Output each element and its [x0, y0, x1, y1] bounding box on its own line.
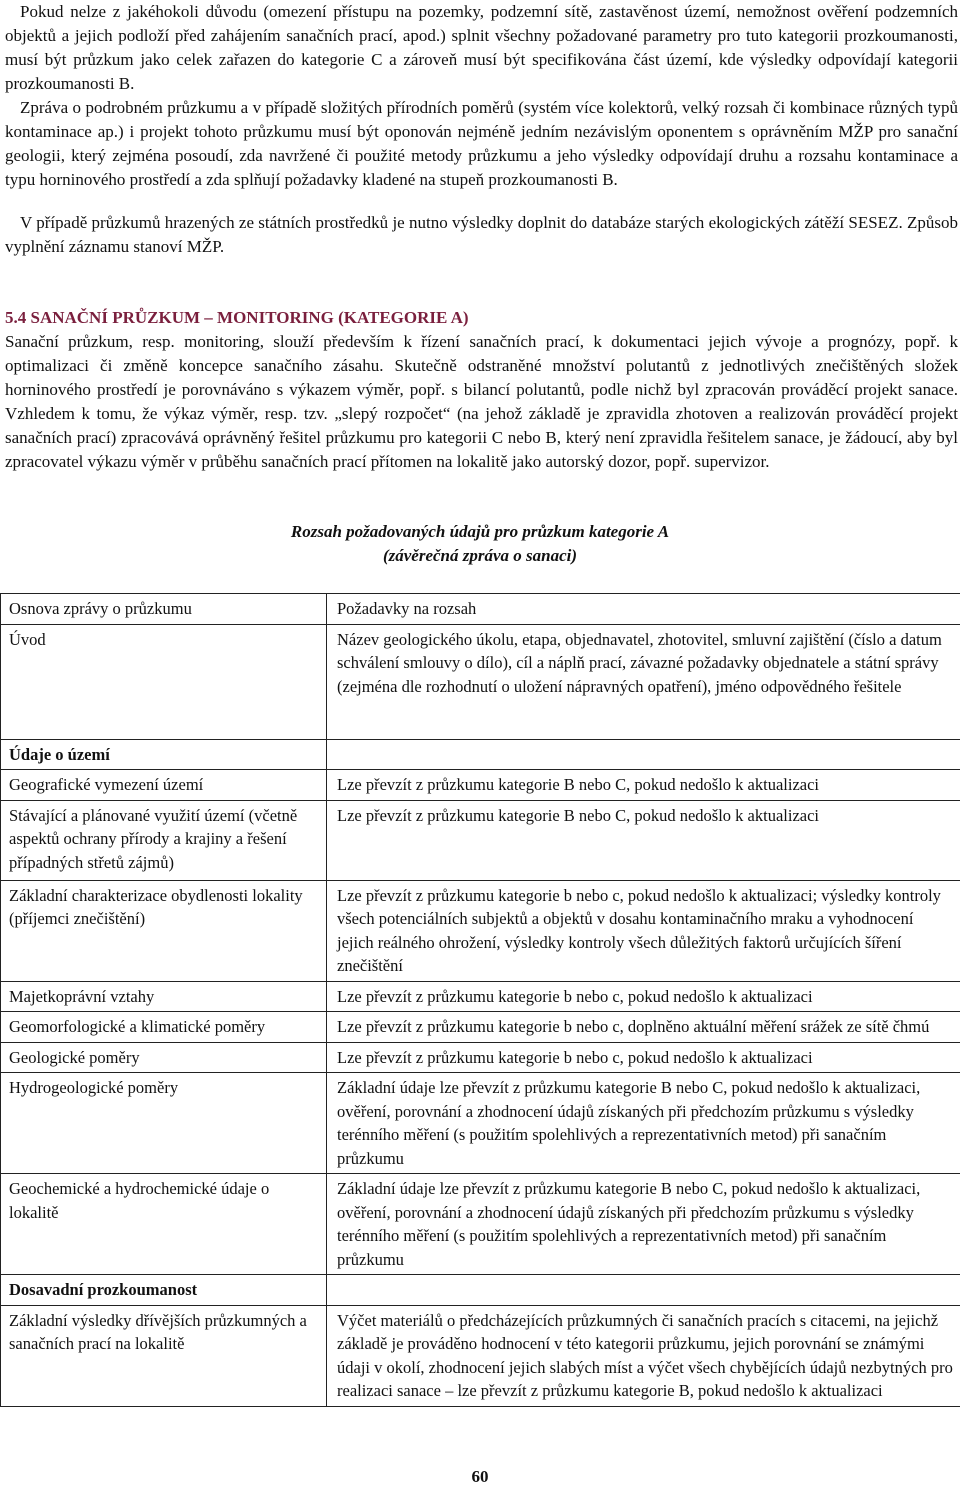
table-cell-requirement: Výčet materiálů o předcházejících průzkumných či sanačních pracích s citacemi, na jejichž základě je prováděno hodnocení v této kategorii průzkumu, jejich porovnání se známými údaji v okolí, zhodnocení jejich slabých míst a výčet všech chybějících údajů nezbytných pro realizaci sanace – lze převzít z průzkumu kategorie B, pokud nedošlo k aktualizaci: [327, 1305, 960, 1406]
page-number: 60: [471, 1467, 489, 1486]
table-cell-requirement: Lze převzít z průzkumu kategorie b nebo c, pokud nedošlo k aktualizaci: [327, 1042, 960, 1073]
table-caption-title: Rozsah požadovaných údajů pro průzkum kategorie A: [290, 522, 670, 541]
table-cell-outline: Stávající a plánované využití území (včetně aspektů ochrany přírody a krajiny a řešení případných střetů zájmů): [1, 800, 327, 880]
requirements-table: [0, 593, 960, 1407]
table-cell-requirement: Základní údaje lze převzít z průzkumu kategorie B nebo C, pokud nedošlo k aktualizaci, ověření, porovnání a zhodnocení údajů získaných při předchozím průzkumu s výsledky terénního měření (s použitím spolehlivých a reprezentativních metod) při sanačním průzkumu: [327, 1073, 960, 1174]
table-cell-outline: Hydrogeologické poměry: [1, 1073, 327, 1174]
table-cell-outline: Geochemické a hydrochemické údaje o lokalitě: [1, 1174, 327, 1275]
table-row: [1, 739, 960, 770]
table-cell-requirement: Lze převzít z průzkumu kategorie b nebo c, doplněno aktuální měření srážek ze sítě čhmú: [327, 1012, 960, 1043]
table-cell-requirement: [327, 739, 960, 770]
paragraph-monitoring: Sanační průzkum, resp. monitoring, slouží především k řízení sanačních prací, k dokumentaci jejich vývoje a prognózy, popř. k optimalizaci či změně koncepce sanačního zásahu. Skutečně odstraněné množství polutantů z jednotlivých znečištěných složek horninového prostředí je porovnáváno s výkazem výměr, popř. s bilancí polutantů, podle nichž byl zpracován prováděcí projekt sanace. Vzhledem k tomu, že výkaz výměr, resp. tzv. „slepý rozpočet“ (na jehož základě je zpravidla zhotoven a realizován prováděcí projekt sanačních prací) zpracovává oprávněný řešitel průzkumu pro kategorii C nebo B, který není zpravidla řešitelem sanace, je žádoucí, aby byl zpracovatel výkazu výměr v průběhu sanačních prací přítomen na lokalitě jako autorský dozor, popř. supervizor.: [5, 332, 958, 471]
table-cell-requirement: Název geologického úkolu, etapa, objednavatel, zhotovitel, smluvní zajištění (číslo a datum schválení smlouvy o dílo), cíl a náplň prací, závazné požadavky objednatele a státní správy (zejména dle rozhodnutí o uložení nápravných opatření), jméno odpovědného řešitele: [327, 624, 960, 739]
paragraph-report-review: Zpráva o podrobném průzkumu a v případě složitých přírodních poměrů (systém více kolektorů, velký rozsah či kombinace různých typů kontaminace ap.) i projekt tohoto průzkumu musí být oponován nejméně jedním nezávislým oponentem s oprávněním MŽP pro sanační geologii, který zejména posoudí, zda navržené či použité metody průzkumu a jeho výsledky odpovídají druhu a rozsahu kontaminace a typu horninového prostředí a zda splňují požadavky kladené na stupeň prozkoumanosti B.: [5, 98, 958, 189]
table-caption-subtitle: (závěrečná zpráva o sanaci): [382, 546, 578, 565]
paragraph-access-limits: Pokud nelze z jakéhokoli důvodu (omezení přístupu na pozemky, podzemní sítě, zastavěnost území, nemožnost ověření podzemních objektů a jejich podloží před zahájením sanačních prací, apod.) splnit všechny požadované parametry pro tuto kategorii prozkoumanosti, musí být průzkum jako celek zařazen do kategorie C a zároveň musí být specifikována část území, kde výsledky odpovídají kategorii prozkoumanosti B.: [5, 2, 958, 93]
table-row: [1, 624, 960, 739]
table-row: [1, 800, 960, 880]
table-cell-outline: Základní charakterizace obydlenosti lokality (příjemci znečištění): [1, 880, 327, 981]
table-cell-requirement: Lze převzít z průzkumu kategorie B nebo C, pokud nedošlo k aktualizaci: [327, 770, 960, 801]
table-row: [1, 1012, 960, 1043]
table-cell-requirement: [327, 1275, 960, 1306]
table-cell-outline: Dosavadní prozkoumanost: [1, 1275, 327, 1306]
paragraph-sesez-database: V případě průzkumů hrazených ze státních prostředků je nutno výsledky doplnit do databáze starých ekologických zátěží SESEZ. Způsob vyplnění záznamu stanoví MŽP.: [5, 213, 958, 256]
table-row: [1, 1073, 960, 1174]
table-row: [1, 1042, 960, 1073]
table-cell-outline: Geologické poměry: [1, 1042, 327, 1073]
table-row: [1, 770, 960, 801]
table-cell-outline: Úvod: [1, 624, 327, 739]
table-row: [1, 1305, 960, 1406]
table-cell-outline: Geomorfologické a klimatické poměry: [1, 1012, 327, 1043]
table-row: [1, 1174, 960, 1275]
table-cell-requirement: Lze převzít z průzkumu kategorie b nebo c, pokud nedošlo k aktualizaci: [327, 981, 960, 1012]
table-cell-outline: Majetkoprávní vztahy: [1, 981, 327, 1012]
table-cell-outline: Základní výsledky dřívějších průzkumných a sanačních prací na lokalitě: [1, 1305, 327, 1406]
section-heading: 5.4 SANAČNÍ PRŮZKUM – MONITORING (KATEGORIE A): [5, 308, 469, 327]
table-cell-requirement: Lze převzít z průzkumu kategorie B nebo C, pokud nedošlo k aktualizaci: [327, 800, 960, 880]
table-cell-outline: Geografické vymezení území: [1, 770, 327, 801]
table-row: [1, 981, 960, 1012]
table-cell-outline: Údaje o území: [1, 739, 327, 770]
requirements-table-wrapper: [0, 593, 960, 1407]
table-cell-requirement: Lze převzít z průzkumu kategorie b nebo c, pokud nedošlo k aktualizaci; výsledky kontroly všech potenciálních subjektů a objektů v dosahu kontaminačního mraku a vyhodnocení jejich reálného ohrožení, výsledky kontroly všech důležitých faktorů určujících šíření znečištění: [327, 880, 960, 981]
table-row: [1, 1275, 960, 1306]
table-cell-requirement: Základní údaje lze převzít z průzkumu kategorie B nebo C, pokud nedošlo k aktualizaci, ověření, porovnání a zhodnocení údajů získaných při předchozím průzkumu s výsledky terénního měření (s použitím spolehlivých a reprezentativních metod) při sanačním průzkumu: [327, 1174, 960, 1275]
table-row: [1, 880, 960, 981]
table-header-row: [1, 594, 960, 625]
table-header-cell: Osnova zprávy o průzkumu: [1, 594, 327, 625]
table-header-cell: Požadavky na rozsah: [327, 594, 960, 625]
